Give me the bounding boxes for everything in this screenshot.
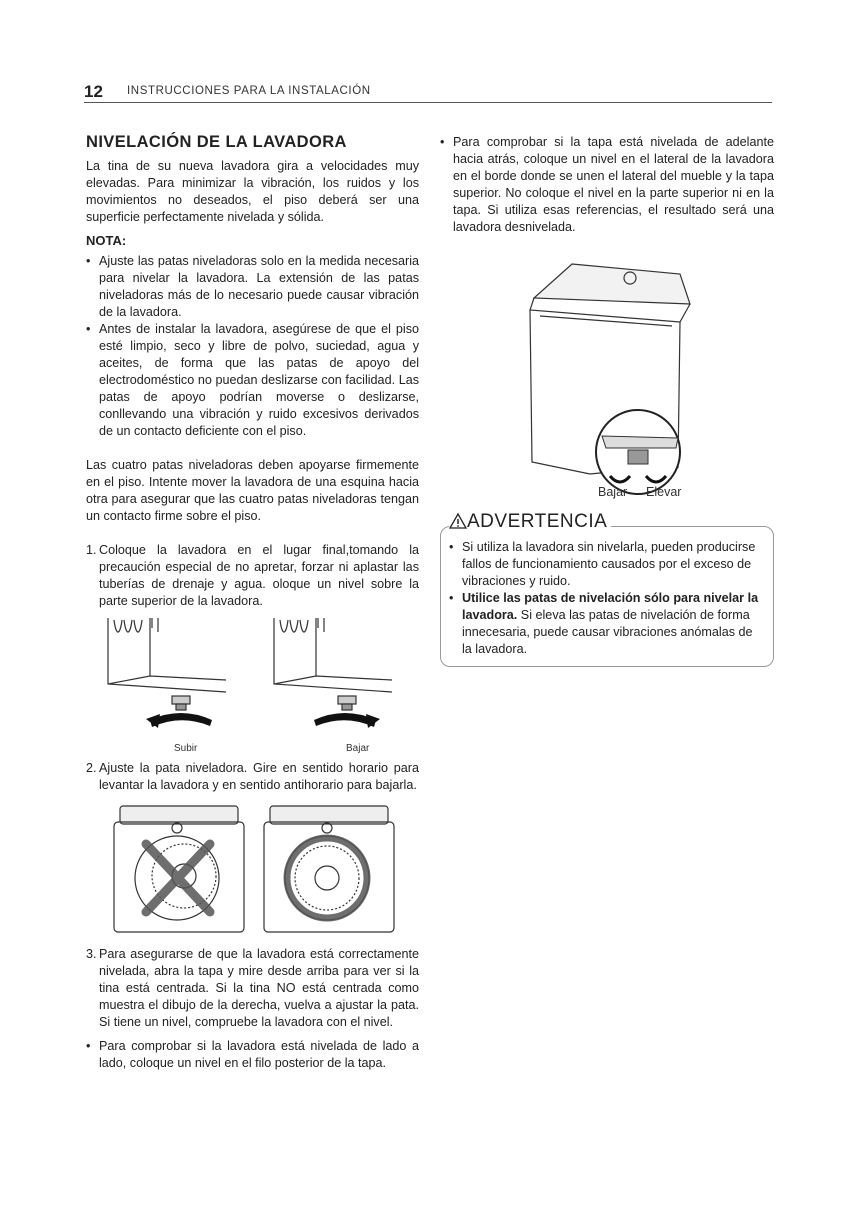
steps-list	[86, 760, 419, 794]
warning-box	[440, 511, 774, 667]
warning-bold-text: Utilice las patas de nivelación sólo para nivelar la lavadora.	[462, 591, 759, 622]
warning-title-text: ADVERTENCIA	[467, 511, 608, 532]
right-column	[440, 134, 774, 667]
warning-triangle-icon	[449, 513, 467, 529]
note-item: • Antes de instalar la lavadora, asegúrese de que el piso esté limpio, seco y libre de polvo, suciedad, agua y aceites, de forma que las patas de apoyo del electrodoméstico no puedan deslizarse con facilidad. Las patas de apoyo podrían moverse o deslizarse, conllevando una vibración y ruido excesivos derivados de un contacto deficiente con el piso.	[86, 321, 419, 440]
step-text: Ajuste la pata niveladora. Gire en sentido horario para levantar la lavadora y en sentido antihorario para bajarla.	[99, 761, 419, 792]
steps-list	[86, 946, 419, 1031]
warning-title	[449, 513, 611, 530]
page-number: 12	[84, 82, 103, 101]
feet-paragraph: Las cuatro patas niveladoras deben apoyarse firmemente en el piso. Intente mover la lavadora de una esquina hacia otra para asegurar que las cuatro patas niveladoras tengan un contacto firme sobre el piso.	[86, 458, 419, 523]
step-number: 3.	[86, 947, 97, 961]
intro-paragraph: La tina de su nueva lavadora gira a velocidades muy elevadas. Para minimizar la vibración, los ruidos y los movimientos no deseados, el piso deberá ser una superficie perfectamente nivelada y sólida.	[86, 159, 419, 224]
washer-level-figure	[440, 258, 774, 508]
tub-top-view-illustration	[86, 800, 419, 934]
step-number: 2.	[86, 761, 97, 775]
check-list-front	[440, 134, 774, 236]
step-item	[86, 542, 419, 610]
warning-item	[449, 590, 763, 658]
leveling-feet-figure	[86, 616, 419, 756]
left-column	[86, 134, 419, 1072]
check-list	[86, 1038, 419, 1072]
step-item	[86, 946, 419, 1031]
notes-list	[86, 253, 419, 440]
note-label: NOTA:	[86, 233, 127, 248]
warning-text: Si eleva las patas de nivelación de forma innecesaria, puede causar vibraciones anómalas de la lavadora.	[462, 608, 753, 656]
step-number: 1.	[86, 543, 97, 557]
header-title: INSTRUCCIONES PARA LA INSTALACIÓN	[127, 85, 371, 97]
washer-foot-illustration	[440, 258, 774, 508]
tub-centering-figure	[86, 800, 419, 934]
steps-list	[86, 542, 419, 610]
warning-item: • Si utiliza la lavadora sin nivelarla, pueden producirse fallos de funcionamiento causados por el exceso de vibraciones y ruido.	[449, 539, 763, 590]
side-level-item: • Para comprobar si la lavadora está nivelada de lado a lado, coloque un nivel en el filo posterior de la tapa.	[86, 1038, 419, 1072]
step-item	[86, 760, 419, 794]
page-header	[84, 82, 772, 103]
front-level-item: • Para comprobar si la tapa está nivelada de adelante hacia atrás, coloque un nivel en el lateral de la lavadora en el borde donde se unen el lateral del mueble y la tapa superior. No coloque el nivel en la parte superior ni en la tapa. Si utiliza esas referencias, el resultado será una lavadora desnivelada.	[440, 134, 774, 236]
lower-label: Bajar	[598, 485, 628, 499]
step-text: Coloque la lavadora en el lugar final,tomando la precaución especial de no apretar, forzar ni aplastar las tuberías de drenaje y agua. oloque un nivel sobre la parte superior de la lavadora.	[99, 543, 419, 608]
raise-label: Elevar	[646, 485, 682, 499]
raise-caption: Subir	[174, 743, 198, 754]
leveling-feet-illustration	[86, 616, 419, 756]
lower-caption: Bajar	[346, 743, 370, 754]
step-text: Para asegurarse de que la lavadora está correctamente nivelada, abra la tapa y mire desde arriba para ver si la tina está centrada. Si la tina NO está centrada como muestra el dibujo de la derecha, vuelva a ajustar la pata. Si tiene un nivel, compruebe la lavadora con el nivel.	[99, 947, 419, 1029]
note-item: • Ajuste las patas niveladoras solo en la medida necesaria para nivelar la lavadora. La extensión de las patas niveladoras más de lo necesario puede causar vibración de la lavadora.	[86, 253, 419, 321]
warning-list	[449, 539, 763, 658]
section-title: NIVELACIÓN DE LA LAVADORA	[86, 133, 347, 151]
